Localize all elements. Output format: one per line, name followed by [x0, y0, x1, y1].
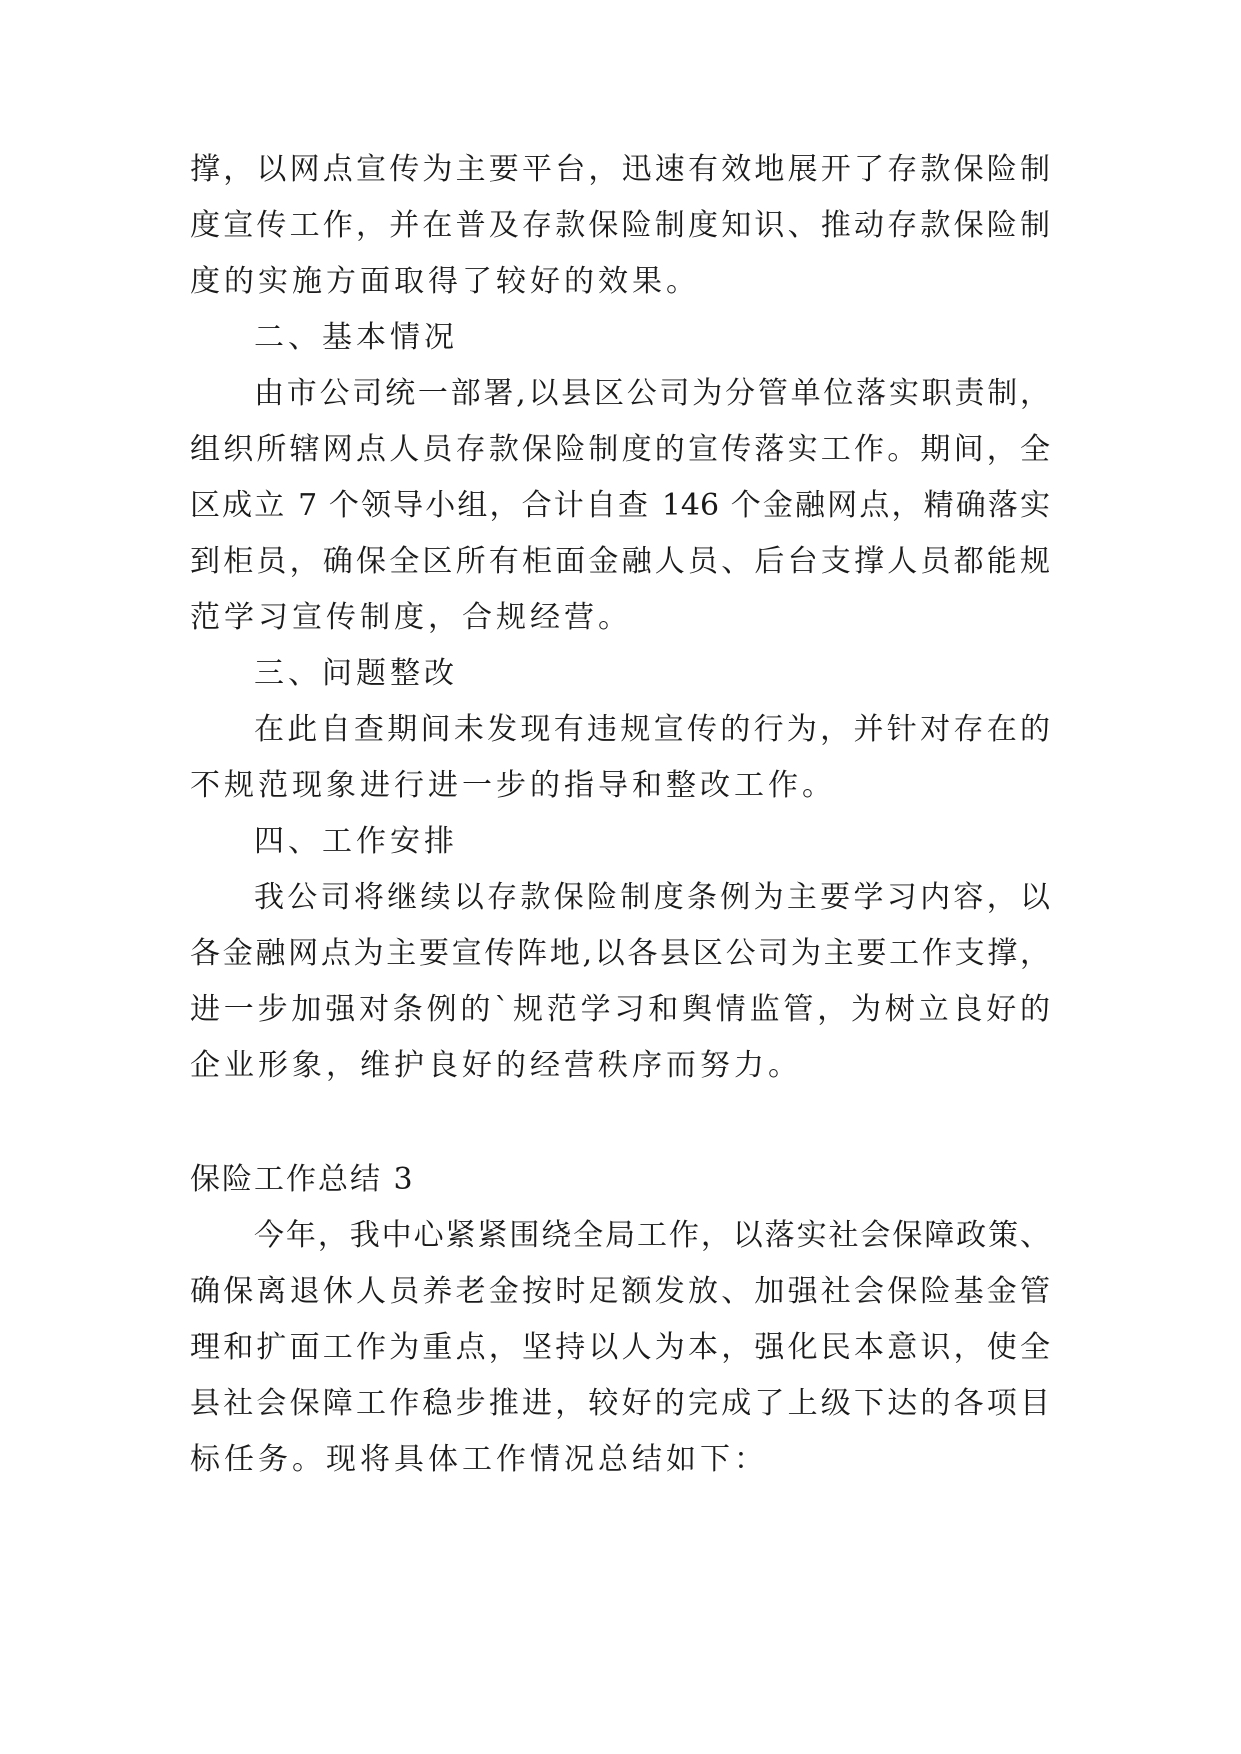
- paragraph-line: 区成立 7 个领导小组，合计自查 146 个金融网点，精确落实: [190, 488, 1050, 523]
- paragraph-line: 县社会保障工作稳步推进，较好的完成了上级下达的各项目: [190, 1386, 1050, 1421]
- paragraph-line: 确保离退休人员养老金按时足额发放、加强社会保险基金管: [190, 1274, 1050, 1309]
- paragraph-line: 度宣传工作，并在普及存款保险制度知识、推动存款保险制: [190, 208, 1050, 243]
- paragraph-line: 撑，以网点宣传为主要平台，迅速有效地展开了存款保险制: [190, 152, 1050, 187]
- section-heading: 四、工作安排: [254, 824, 458, 859]
- paragraph-line: 理和扩面工作为重点，坚持以人为本，强化民本意识，使全: [190, 1330, 1050, 1365]
- paragraph-line: 度的实施方面取得了较好的效果。: [190, 264, 700, 299]
- paragraph-line: 不规范现象进行进一步的指导和整改工作。: [190, 768, 836, 803]
- section-heading: 二、基本情况: [254, 320, 458, 355]
- paragraph-line: 进一步加强对条例的`规范学习和舆情监管，为树立良好的: [190, 992, 1050, 1027]
- paragraph-line: 我公司将继续以存款保险制度条例为主要学习内容，以: [254, 880, 1050, 915]
- paragraph-line: 在此自查期间未发现有违规宣传的行为，并针对存在的: [254, 712, 1050, 747]
- paragraph-line: 到柜员，确保全区所有柜面金融人员、后台支撑人员都能规: [190, 544, 1050, 579]
- paragraph-line: 企业形象，维护良好的经营秩序而努力。: [190, 1048, 802, 1083]
- paragraph-line: 范学习宣传制度，合规经营。: [190, 600, 632, 635]
- section-heading: 三、问题整改: [254, 656, 458, 691]
- paragraph-line: 标任务。现将具体工作情况总结如下：: [190, 1442, 768, 1477]
- paragraph-line: 由市公司统一部署,以县区公司为分管单位落实职责制，: [254, 376, 1050, 411]
- paragraph-line: 今年，我中心紧紧围绕全局工作，以落实社会保障政策、: [254, 1218, 1050, 1253]
- document-title: 保险工作总结 3: [190, 1162, 415, 1197]
- paragraph-line: 组织所辖网点人员存款保险制度的宣传落实工作。期间，全: [190, 432, 1050, 467]
- paragraph-line: 各金融网点为主要宣传阵地,以各县区公司为主要工作支撑，: [190, 936, 1050, 971]
